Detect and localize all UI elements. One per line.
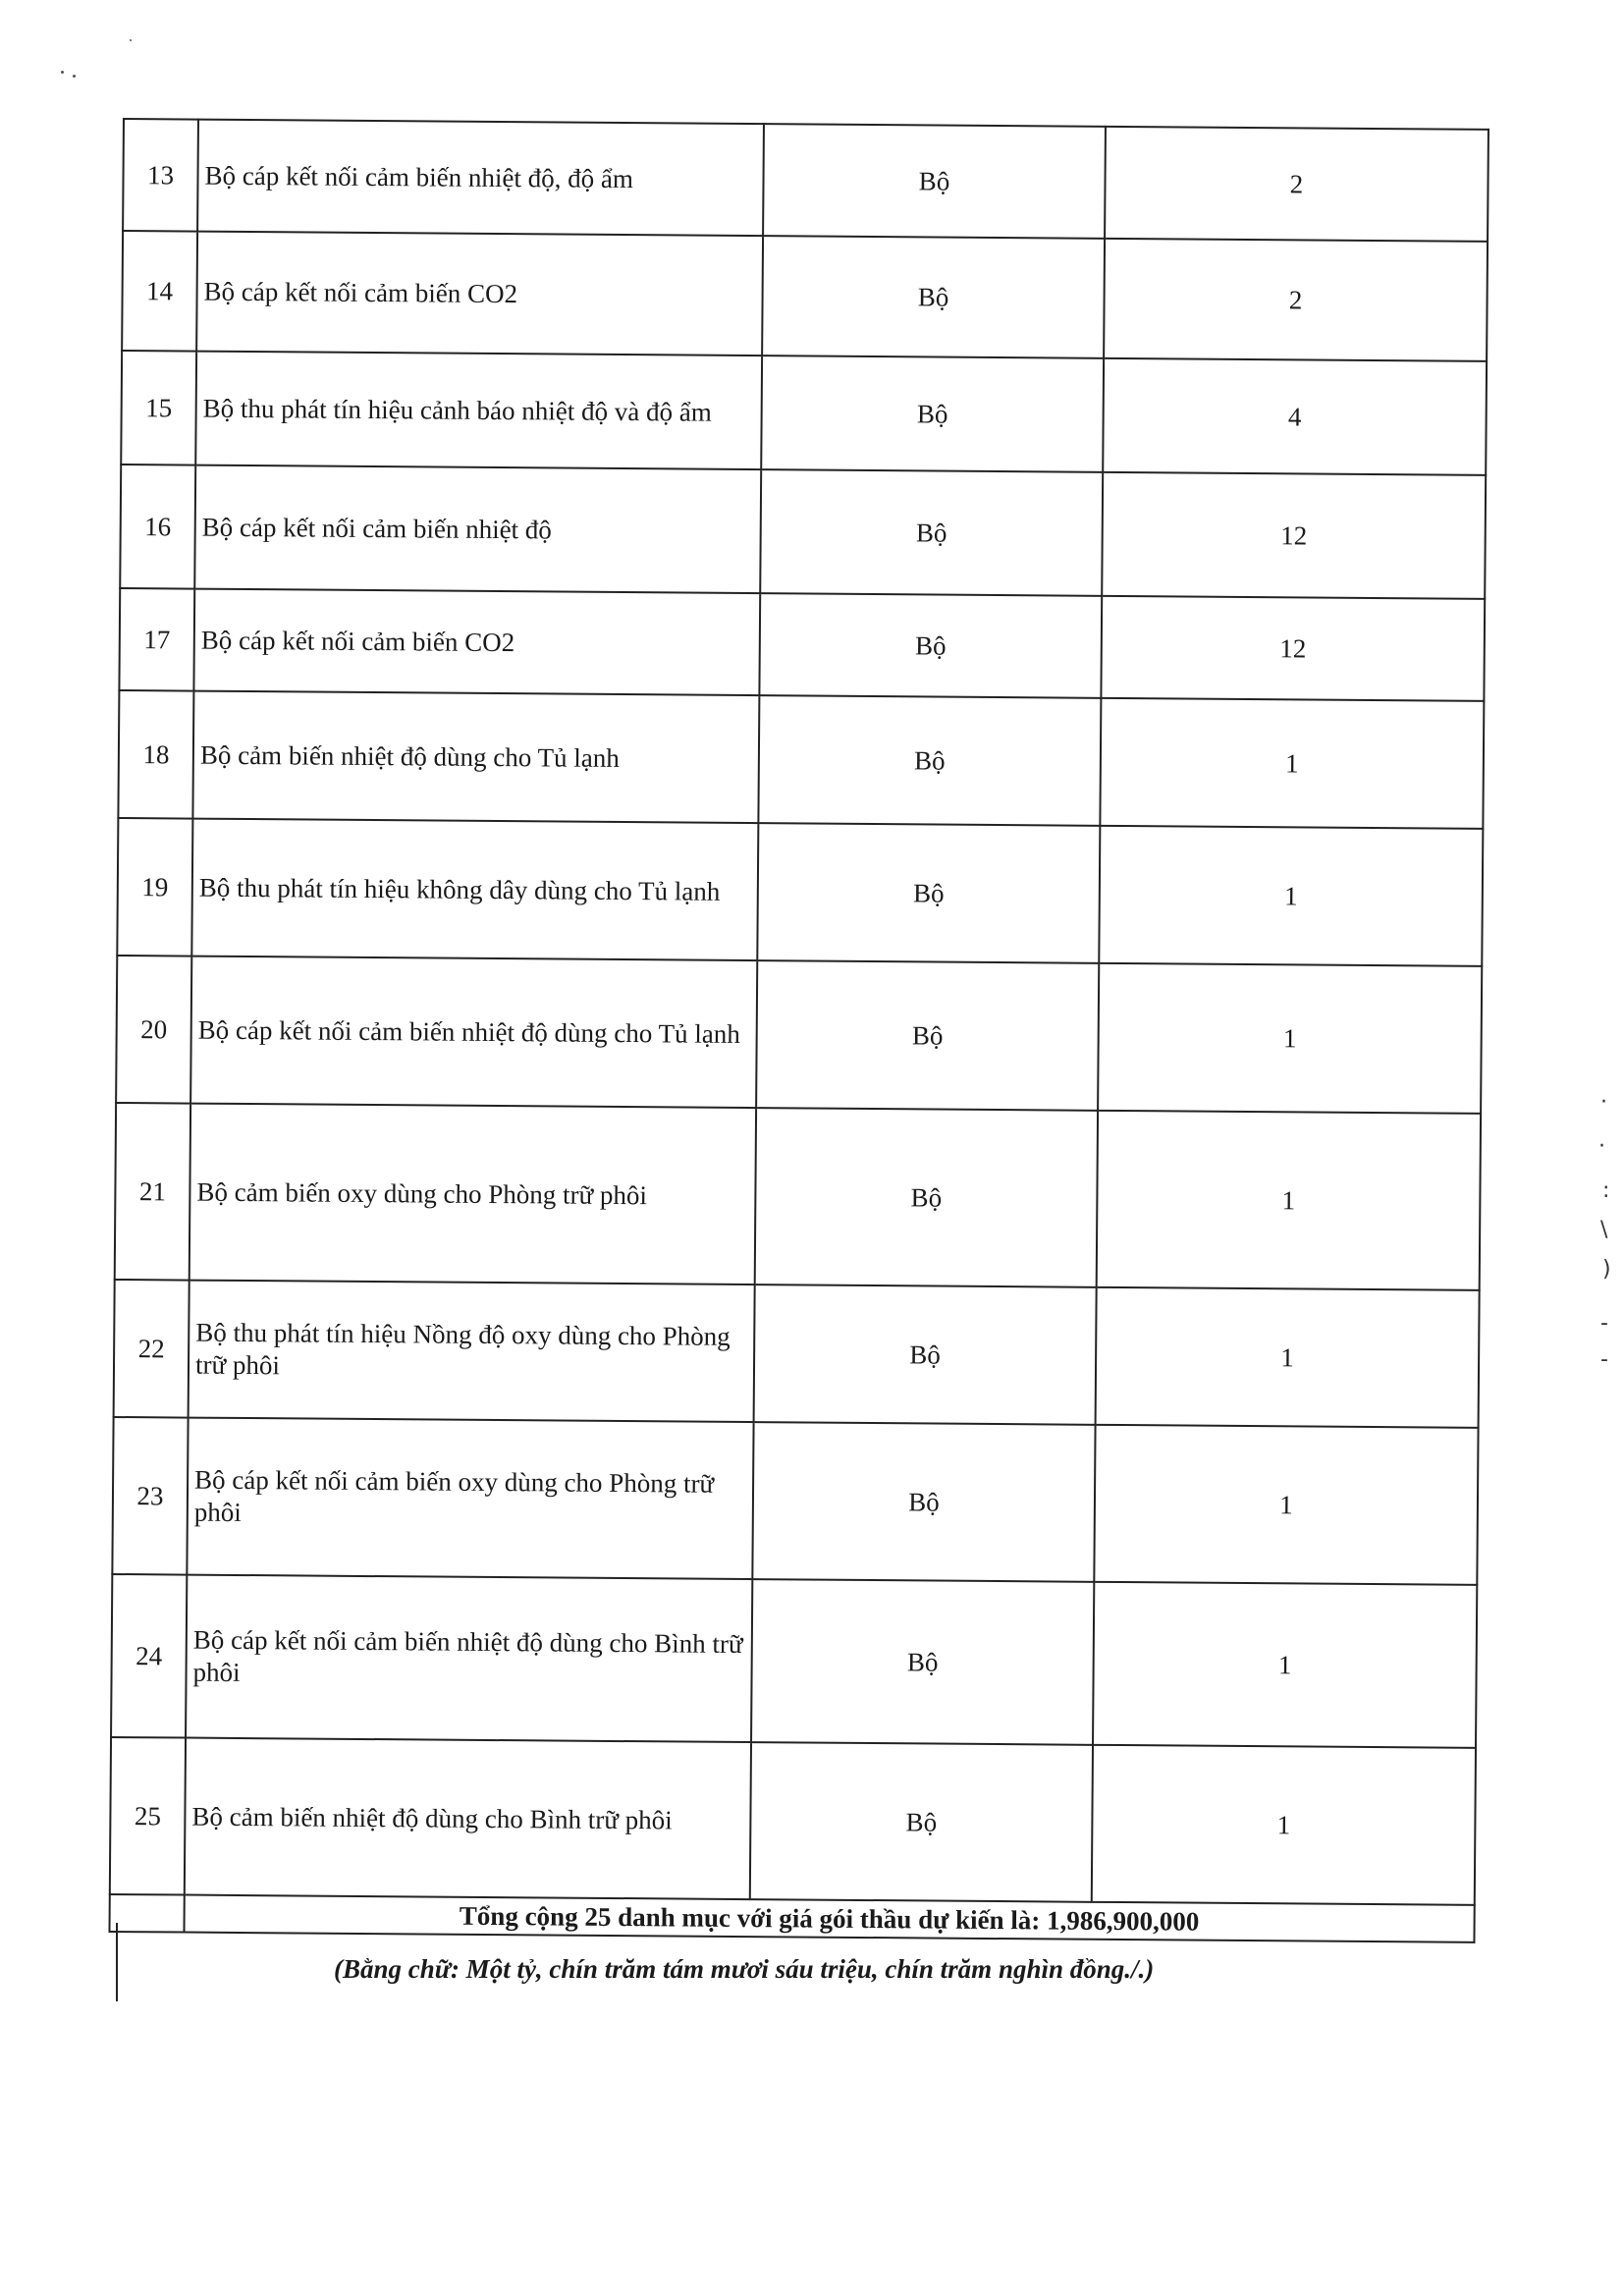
- item-name: Bộ cáp kết nối cảm biến oxy dùng cho Phòng trữ phôi: [187, 1418, 753, 1580]
- item-name: Bộ cảm biến nhiệt độ dùng cho Bình trữ phôi: [185, 1738, 751, 1900]
- row-number: 20: [116, 956, 191, 1104]
- total-row-number-cell: [109, 1894, 184, 1933]
- row-number: 24: [111, 1574, 187, 1738]
- scan-edge-marks: [1598, 1090, 1618, 1385]
- table-row: [121, 351, 1487, 475]
- item-quantity: 1: [1093, 1582, 1477, 1748]
- table-row: [112, 1417, 1478, 1585]
- item-name: Bộ thu phát tín hiệu cảnh báo nhiệt độ và độ ẩm: [195, 352, 762, 470]
- scan-edge-mark: -: [1600, 1311, 1608, 1336]
- row-number: 19: [117, 818, 192, 957]
- scan-speck: [130, 39, 132, 41]
- row-number: 13: [123, 119, 198, 232]
- item-unit: Bộ: [752, 1422, 1095, 1582]
- item-quantity: 12: [1102, 472, 1486, 599]
- item-name: Bộ thu phát tín hiệu Nồng độ oxy dùng cho Phòng trữ phôi: [189, 1281, 755, 1423]
- items-table: [108, 118, 1489, 1943]
- item-unit: Bộ: [763, 124, 1106, 239]
- row-number: 25: [110, 1737, 186, 1895]
- item-name: Bộ cáp kết nối cảm biến nhiệt độ dùng cho Bình trữ phôi: [186, 1575, 752, 1743]
- item-unit: Bộ: [758, 695, 1101, 826]
- item-quantity: 1: [1100, 698, 1484, 829]
- item-name: Bộ cáp kết nối cảm biến nhiệt độ: [194, 465, 761, 594]
- item-quantity: 1: [1094, 1425, 1478, 1585]
- row-number: 15: [121, 351, 196, 465]
- item-unit: Bộ: [759, 593, 1102, 698]
- row-number: 16: [120, 465, 195, 589]
- scan-speck: [61, 71, 64, 74]
- scan-edge-mark: ): [1602, 1257, 1611, 1282]
- item-unit: Bộ: [760, 469, 1103, 596]
- item-name: Bộ cáp kết nối cảm biến CO2: [193, 589, 760, 696]
- table-left-border-extension: [116, 1923, 118, 2001]
- item-quantity: 1: [1096, 1287, 1480, 1428]
- item-name: Bộ cáp kết nối cảm biến CO2: [196, 232, 763, 356]
- item-name: Bộ thu phát tín hiệu không dây dùng cho Tủ lạnh: [191, 819, 758, 961]
- item-quantity: 1: [1098, 963, 1482, 1114]
- table-row: [110, 1737, 1476, 1905]
- table-row: [115, 1103, 1481, 1290]
- item-name: Bộ cảm biến oxy dùng cho Phòng trữ phôi: [189, 1104, 756, 1285]
- scan-speck: [73, 75, 76, 78]
- item-quantity: 1: [1097, 1111, 1481, 1290]
- scan-edge-mark: \: [1600, 1218, 1608, 1242]
- item-unit: Bộ: [756, 960, 1099, 1111]
- scan-edge-mark: :: [1602, 1178, 1610, 1203]
- item-name: Bộ cảm biến nhiệt độ dùng cho Tủ lạnh: [192, 691, 759, 824]
- row-number: 21: [115, 1103, 190, 1281]
- table-row: [122, 231, 1488, 361]
- total-text: Tổng cộng 25 danh mục với giá gói thầu dự kiến là: 1,986,900,000: [184, 1895, 1474, 1942]
- item-unit: Bộ: [762, 236, 1105, 358]
- row-number: 17: [119, 588, 194, 691]
- amount-in-words-note: (Bằng chữ: Một tỷ, chín trăm tám mươi sáu triệu, chín trăm nghìn đồng./.): [334, 1954, 1155, 1984]
- item-unit: Bộ: [754, 1285, 1097, 1425]
- table-row: [117, 818, 1483, 966]
- item-unit: Bộ: [761, 355, 1104, 472]
- item-unit: Bộ: [751, 1579, 1094, 1745]
- table-row: [123, 119, 1489, 242]
- item-name: Bộ cáp kết nối cảm biến nhiệt độ dùng cho Tủ lạnh: [190, 957, 757, 1109]
- row-number: 23: [112, 1417, 188, 1575]
- item-unit: Bộ: [750, 1742, 1093, 1902]
- scan-edge-mark: -: [1600, 1347, 1608, 1372]
- items-table-body: [109, 119, 1488, 1942]
- item-quantity: 2: [1105, 127, 1489, 242]
- table-row: [118, 690, 1484, 829]
- row-number: 14: [122, 231, 197, 352]
- item-quantity: 1: [1092, 1745, 1476, 1905]
- item-unit: Bộ: [757, 823, 1100, 963]
- item-quantity: 1: [1099, 826, 1483, 966]
- item-quantity: 12: [1101, 596, 1485, 701]
- item-name: Bộ cáp kết nối cảm biến nhiệt độ, độ ẩm: [197, 120, 764, 237]
- item-unit: Bộ: [755, 1108, 1098, 1287]
- item-quantity: 4: [1103, 358, 1487, 475]
- row-number: 22: [114, 1280, 189, 1418]
- scan-edge-mark: ·: [1598, 1134, 1605, 1159]
- table-row: [120, 465, 1486, 599]
- table-row: [119, 588, 1485, 701]
- row-number: 18: [118, 690, 193, 819]
- table-row: [111, 1574, 1477, 1748]
- item-quantity: 2: [1104, 239, 1488, 361]
- table-row: [114, 1280, 1480, 1428]
- scan-edge-mark: ·: [1600, 1090, 1607, 1115]
- table-row: [116, 956, 1482, 1114]
